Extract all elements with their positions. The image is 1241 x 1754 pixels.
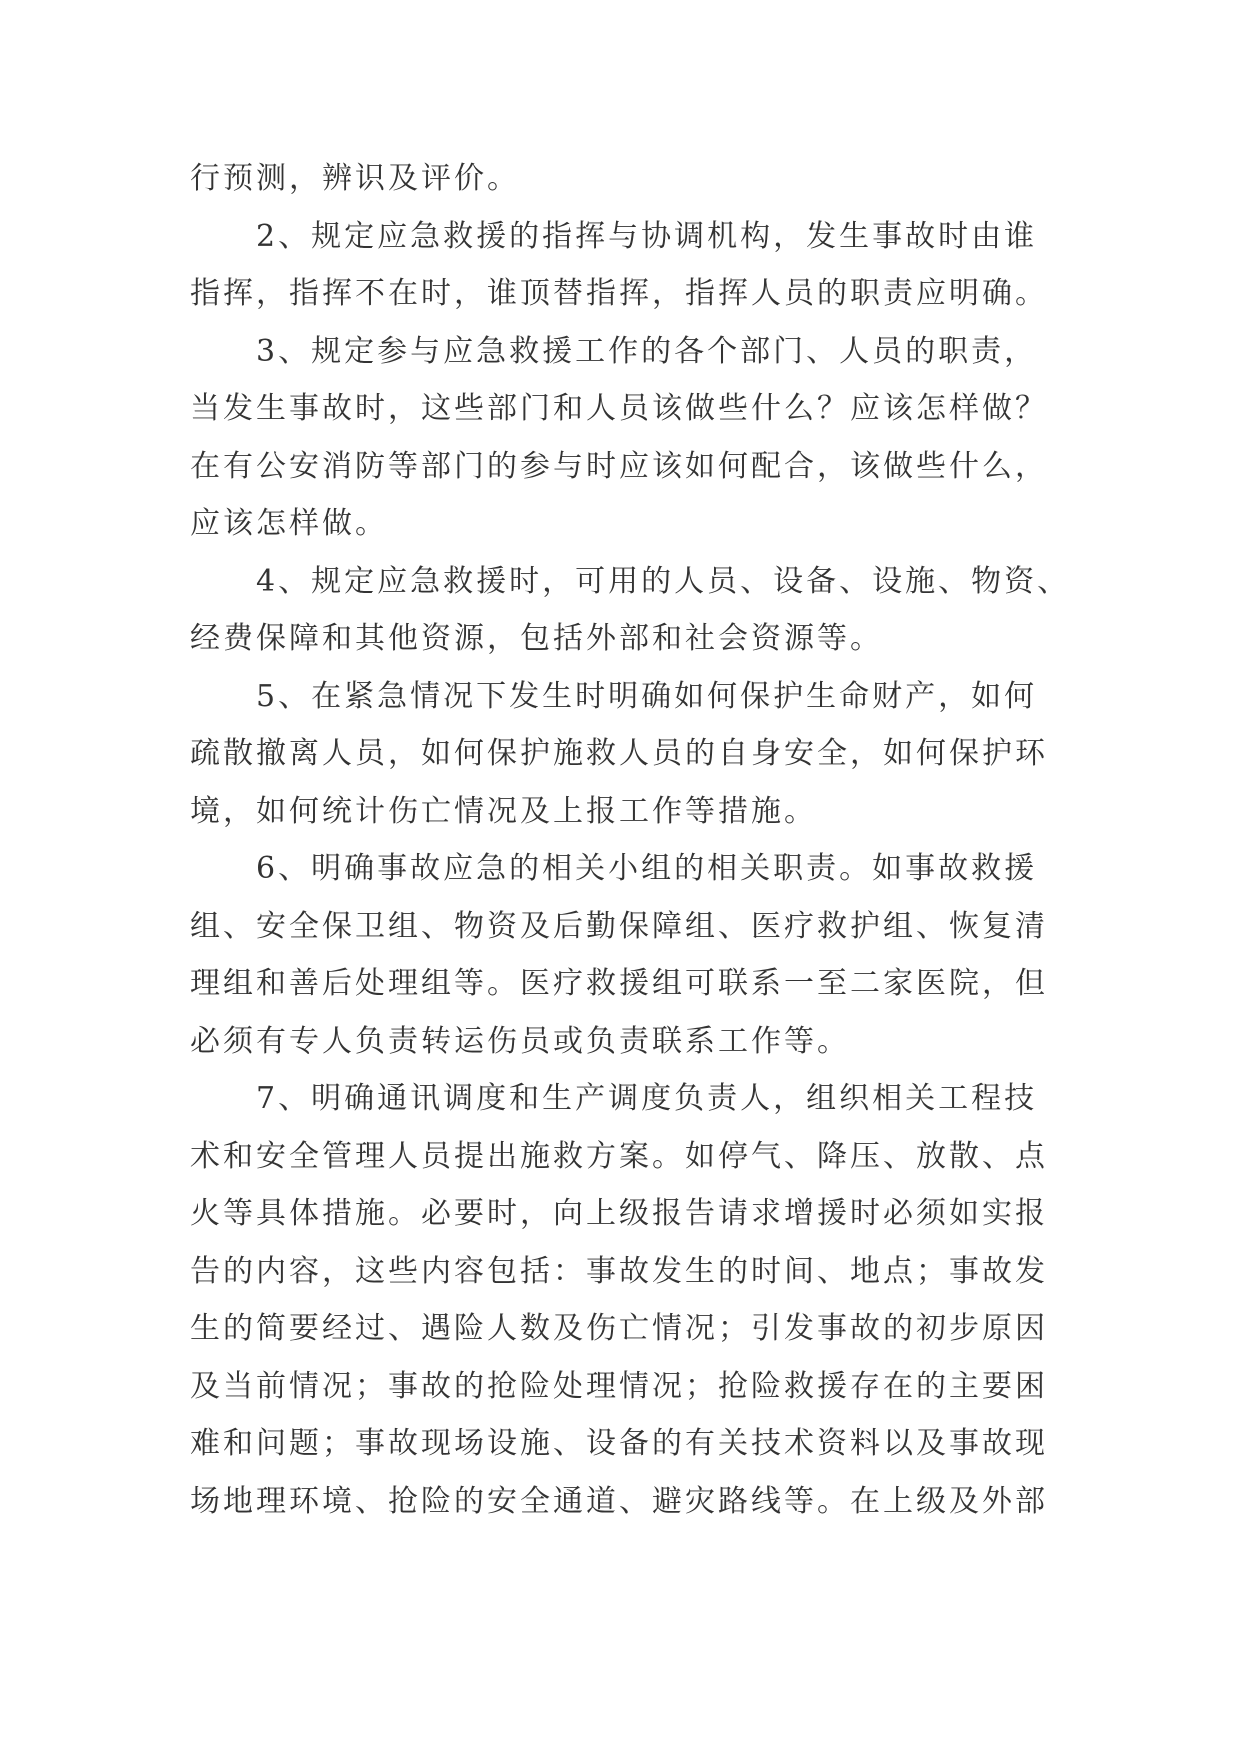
text-line: 生的简要经过、遇险人数及伤亡情况；引发事故的初步原因: [190, 1311, 1048, 1346]
text-line: 2、规定应急救援的指挥与协调机构，发生事故时由谁: [190, 218, 1038, 254]
text-line: 4、规定应急救援时，可用的人员、设备、设施、物资、: [190, 563, 1071, 599]
text-line: 术和安全管理人员提出施救方案。如停气、降压、放散、点: [190, 1138, 1048, 1174]
text-line: 告的内容，这些内容包括：事故发生的时间、地点；事故发: [190, 1253, 1048, 1289]
text-line: 3、规定参与应急救援工作的各个部门、人员的职责，: [190, 333, 1038, 369]
text-line: 境，如何统计伤亡情况及上报工作等措施。: [190, 793, 817, 829]
text-line: 在有公安消防等部门的参与时应该如何配合，该做些什么，: [190, 448, 1048, 484]
text-line: 难和问题；事故现场设施、设备的有关技术资料以及事故现: [190, 1426, 1048, 1461]
text-line: 组、安全保卫组、物资及后勤保障组、医疗救护组、恢复清: [190, 908, 1048, 944]
text-line: 指挥，指挥不在时，谁顶替指挥，指挥人员的职责应明确。: [190, 276, 1048, 311]
text-line: 应该怎样做。: [190, 506, 388, 541]
document-body: [190, 150, 1071, 1530]
text-line: 6、明确事故应急的相关小组的相关职责。如事故救援: [190, 851, 1038, 886]
text-line: 场地理环境、抢险的安全通道、避灾路线等。在上级及外部: [190, 1483, 1048, 1519]
text-line: 理组和善后处理组等。医疗救援组可联系一至二家医院，但: [190, 966, 1048, 1001]
text-line: 火等具体措施。必要时，向上级报告请求增援时必须如实报: [190, 1196, 1048, 1231]
text-line: 行预测，辨识及评价。: [190, 161, 520, 196]
text-line: 5、在紧急情况下发生时明确如何保护生命财产，如何: [190, 678, 1038, 714]
text-line: 必须有专人负责转运伤员或负责联系工作等。: [190, 1023, 850, 1059]
text-line: 及当前情况；事故的抢险处理情况；抢险救援存在的主要困: [190, 1368, 1048, 1404]
text-line: 疏散撤离人员，如何保护施救人员的自身安全，如何保护环: [190, 736, 1048, 771]
text-line: 7、明确通讯调度和生产调度负责人，组织相关工程技: [190, 1081, 1038, 1116]
text-line: 经费保障和其他资源，包括外部和社会资源等。: [190, 621, 883, 656]
text-line: 当发生事故时，这些部门和人员该做些什么？应该怎样做？: [190, 391, 1048, 426]
